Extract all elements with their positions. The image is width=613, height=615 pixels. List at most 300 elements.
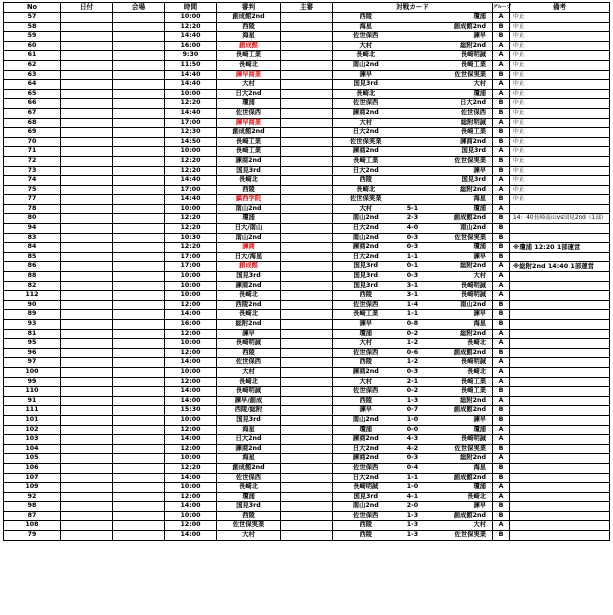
group-cell: B [493, 511, 510, 521]
venue-cell [113, 511, 165, 521]
referee-cell: 海星 [217, 425, 281, 435]
host-cell [281, 531, 333, 541]
match-number: 57 [4, 13, 61, 23]
team-b-cell: 大村 [427, 521, 493, 531]
score-cell: 0-2 [399, 387, 427, 397]
team-b-cell: 瓊浦 [427, 13, 493, 23]
date-cell [61, 425, 113, 435]
date-cell [61, 435, 113, 445]
host-cell [281, 521, 333, 531]
note-cell: 中止 [510, 51, 610, 61]
team-b-cell: 長崎明誠 [427, 51, 493, 61]
team-a-cell: 日大2nd [333, 444, 399, 454]
note-cell: 中止 [510, 41, 610, 51]
table-row [4, 348, 610, 358]
table-row [4, 243, 610, 253]
host-cell [281, 252, 333, 262]
score-cell: 0-7 [399, 406, 427, 416]
team-b-cell: 諫商2nd [427, 137, 493, 147]
date-cell [61, 176, 113, 186]
referee-cell: 日大2nd [217, 435, 281, 445]
time-cell: 12:20 [165, 156, 217, 166]
referee-cell: 大村 [217, 80, 281, 90]
team-b-cell: 創成館2nd [427, 348, 493, 358]
date-cell [61, 320, 113, 330]
date-cell [61, 185, 113, 195]
host-cell [281, 60, 333, 70]
time-cell: 14:40 [165, 108, 217, 118]
match-number: 61 [4, 51, 61, 61]
group-cell: A [493, 60, 510, 70]
venue-cell [113, 156, 165, 166]
venue-cell [113, 214, 165, 224]
team-b-cell: 総附2nd [427, 329, 493, 339]
date-cell [61, 99, 113, 109]
note-cell: 中止 [510, 128, 610, 138]
date-cell [61, 348, 113, 358]
note-cell [510, 492, 610, 502]
host-cell [281, 156, 333, 166]
group-cell: B [493, 406, 510, 416]
referee-cell: 海星 [217, 32, 281, 42]
group-cell: B [493, 243, 510, 253]
time-cell: 12:00 [165, 377, 217, 387]
team-a-cell: 諫商2nd [333, 367, 399, 377]
match-number: 59 [4, 32, 61, 42]
note-cell: 中止 [510, 60, 610, 70]
match-number: 111 [4, 406, 61, 416]
host-cell [281, 147, 333, 157]
date-cell [61, 70, 113, 80]
group-cell: A [493, 454, 510, 464]
group-cell: B [493, 531, 510, 541]
table-row [4, 521, 610, 531]
time-cell: 9:30 [165, 51, 217, 61]
note-cell [510, 367, 610, 377]
referee-cell: 長崎工業 [217, 137, 281, 147]
team-b-cell: 瓊浦 [427, 425, 493, 435]
time-cell: 12:00 [165, 425, 217, 435]
score-cell [399, 41, 427, 51]
referee-cell: 諫早商業 [217, 70, 281, 80]
group-cell: A [493, 204, 510, 214]
note-cell [510, 521, 610, 531]
host-cell [281, 300, 333, 310]
date-cell [61, 367, 113, 377]
venue-cell [113, 387, 165, 397]
referee-cell: 佐世保西 [217, 358, 281, 368]
score-cell: 1-2 [399, 339, 427, 349]
date-cell [61, 233, 113, 243]
note-cell [510, 339, 610, 349]
referee-cell: 海星 [217, 454, 281, 464]
venue-cell [113, 483, 165, 493]
team-b-cell: 大村 [427, 80, 493, 90]
score-cell: 2-1 [399, 377, 427, 387]
match-number: 68 [4, 118, 61, 128]
table-row [4, 13, 610, 23]
match-number: 103 [4, 435, 61, 445]
time-cell: 14:00 [165, 435, 217, 445]
date-cell [61, 531, 113, 541]
referee-cell: 日大2nd [217, 89, 281, 99]
host-cell [281, 415, 333, 425]
score-cell [399, 137, 427, 147]
group-cell: A [493, 435, 510, 445]
referee-cell: 西陵 [217, 511, 281, 521]
time-cell: 12:30 [165, 128, 217, 138]
team-a-cell: 南山2nd [333, 502, 399, 512]
time-cell: 14:40 [165, 70, 217, 80]
note-cell: 中止 [510, 176, 610, 186]
note-cell: 中止 [510, 32, 610, 42]
score-cell [399, 156, 427, 166]
venue-cell [113, 377, 165, 387]
match-number: 95 [4, 339, 61, 349]
group-cell: A [493, 425, 510, 435]
team-a-cell: 長崎北 [333, 89, 399, 99]
team-b-cell: 長崎明誠 [427, 358, 493, 368]
group-cell: A [493, 339, 510, 349]
team-a-cell: 南山2nd [333, 415, 399, 425]
time-cell: 10:00 [165, 147, 217, 157]
time-cell: 14:00 [165, 396, 217, 406]
table-row [4, 22, 610, 32]
referee-cell: 佐世保実業 [217, 521, 281, 531]
note-cell [510, 377, 610, 387]
match-number: 91 [4, 396, 61, 406]
venue-cell [113, 454, 165, 464]
team-a-cell: 佐世保西 [333, 463, 399, 473]
venue-cell [113, 406, 165, 416]
host-cell [281, 118, 333, 128]
score-cell: 1-1 [399, 252, 427, 262]
time-cell: 17:00 [165, 252, 217, 262]
group-cell: B [493, 300, 510, 310]
referee-cell: 諫早商業 [217, 118, 281, 128]
team-a-cell: 大村 [333, 41, 399, 51]
time-cell: 14:00 [165, 358, 217, 368]
host-cell [281, 511, 333, 521]
referee-cell: 大村 [217, 531, 281, 541]
team-b-cell: 総附2nd [427, 262, 493, 272]
team-b-cell: 南山2nd [427, 224, 493, 234]
referee-cell: 長崎明誠 [217, 339, 281, 349]
match-number: 104 [4, 444, 61, 454]
referee-cell: 長崎北 [217, 483, 281, 493]
date-cell [61, 291, 113, 301]
time-cell: 14:40 [165, 32, 217, 42]
date-cell [61, 521, 113, 531]
time-cell: 12:00 [165, 444, 217, 454]
date-cell [61, 454, 113, 464]
venue-cell [113, 128, 165, 138]
referee-cell: 長崎工業 [217, 51, 281, 61]
table-row [4, 60, 610, 70]
team-b-cell: 総附明誠 [427, 118, 493, 128]
match-number: 64 [4, 80, 61, 90]
group-cell: A [493, 13, 510, 23]
match-number: 99 [4, 377, 61, 387]
venue-cell [113, 531, 165, 541]
table-row [4, 320, 610, 330]
date-cell [61, 473, 113, 483]
referee-cell: 国見3rd [217, 502, 281, 512]
score-cell [399, 176, 427, 186]
venue-cell [113, 89, 165, 99]
time-cell: 14:40 [165, 80, 217, 90]
score-cell: 0-6 [399, 348, 427, 358]
team-a-cell: 佐世保実業 [333, 195, 399, 205]
date-cell [61, 32, 113, 42]
table-row [4, 281, 610, 291]
venue-cell [113, 367, 165, 377]
date-cell [61, 358, 113, 368]
referee-cell: 総附2nd [217, 320, 281, 330]
match-number: 110 [4, 387, 61, 397]
date-cell [61, 463, 113, 473]
host-cell [281, 214, 333, 224]
time-cell: 12:20 [165, 243, 217, 253]
score-cell [399, 22, 427, 32]
team-a-cell: 海星 [333, 22, 399, 32]
match-number: 82 [4, 281, 61, 291]
referee-cell: 大村 [217, 367, 281, 377]
table-row [4, 425, 610, 435]
referee-cell: 南山2nd [217, 233, 281, 243]
note-cell [510, 272, 610, 282]
date-cell [61, 281, 113, 291]
date-cell [61, 310, 113, 320]
score-cell: 1-3 [399, 531, 427, 541]
venue-cell [113, 281, 165, 291]
team-a-cell: 諫早 [333, 406, 399, 416]
score-cell [399, 185, 427, 195]
referee-cell: 創成館 [217, 262, 281, 272]
group-cell: A [493, 41, 510, 51]
score-cell [399, 99, 427, 109]
time-cell: 10:00 [165, 272, 217, 282]
score-cell: 0-3 [399, 367, 427, 377]
table-row [4, 89, 610, 99]
group-cell: A [493, 396, 510, 406]
table-row [4, 329, 610, 339]
team-b-cell: 佐世保実業 [427, 531, 493, 541]
group-cell: B [493, 252, 510, 262]
venue-cell [113, 252, 165, 262]
table-row [4, 300, 610, 310]
team-b-cell: 瓊浦 [427, 89, 493, 99]
time-cell: 17:00 [165, 262, 217, 272]
note-cell: 中止 [510, 22, 610, 32]
team-a-cell: 長崎北 [333, 51, 399, 61]
team-b-cell: 諫早 [427, 32, 493, 42]
score-cell: 4-2 [399, 444, 427, 454]
note-cell [510, 358, 610, 368]
team-b-cell: 佐世保実業 [427, 156, 493, 166]
score-cell: 1-0 [399, 415, 427, 425]
host-cell [281, 387, 333, 397]
note-cell: 中止 [510, 147, 610, 157]
venue-cell [113, 166, 165, 176]
host-cell [281, 329, 333, 339]
venue-cell [113, 204, 165, 214]
header-referee: 審判 [217, 3, 281, 13]
note-cell [510, 444, 610, 454]
time-cell: 14:00 [165, 310, 217, 320]
host-cell [281, 89, 333, 99]
team-a-cell: 諫早 [333, 70, 399, 80]
host-cell [281, 233, 333, 243]
team-a-cell: 佐世保西 [333, 99, 399, 109]
table-row [4, 502, 610, 512]
host-cell [281, 166, 333, 176]
match-number: 65 [4, 89, 61, 99]
team-b-cell: 長崎北 [427, 339, 493, 349]
referee-cell: 西陵/総附 [217, 406, 281, 416]
host-cell [281, 128, 333, 138]
time-cell: 15:30 [165, 406, 217, 416]
host-cell [281, 291, 333, 301]
date-cell [61, 214, 113, 224]
host-cell [281, 463, 333, 473]
match-number: 109 [4, 483, 61, 493]
venue-cell [113, 320, 165, 330]
match-number: 96 [4, 348, 61, 358]
venue-cell [113, 147, 165, 157]
group-cell: A [493, 272, 510, 282]
referee-cell: 鎮西学院 [217, 195, 281, 205]
table-row [4, 137, 610, 147]
host-cell [281, 195, 333, 205]
venue-cell [113, 339, 165, 349]
date-cell [61, 204, 113, 214]
time-cell: 12:20 [165, 22, 217, 32]
team-b-cell: 長崎明誠 [427, 281, 493, 291]
match-number: 90 [4, 300, 61, 310]
host-cell [281, 262, 333, 272]
team-a-cell: 諫商2nd [333, 147, 399, 157]
referee-cell: 国見3rd [217, 272, 281, 282]
match-number: 71 [4, 147, 61, 157]
note-cell [510, 233, 610, 243]
team-b-cell: 瓊浦 [427, 483, 493, 493]
table-row [4, 147, 610, 157]
referee-cell: 創成館2nd [217, 128, 281, 138]
note-cell [510, 425, 610, 435]
team-a-cell: 西陵 [333, 521, 399, 531]
group-cell: B [493, 99, 510, 109]
time-cell: 12:20 [165, 99, 217, 109]
header-notes: 備考 [510, 3, 610, 13]
venue-cell [113, 492, 165, 502]
team-b-cell: 創成館2nd [427, 511, 493, 521]
time-cell: 10:00 [165, 89, 217, 99]
time-cell: 11:50 [165, 60, 217, 70]
note-cell [510, 252, 610, 262]
team-b-cell: 総附2nd [427, 454, 493, 464]
group-cell: A [493, 51, 510, 61]
venue-cell [113, 22, 165, 32]
match-number: 78 [4, 204, 61, 214]
team-a-cell: 瓊浦 [333, 425, 399, 435]
table-row [4, 41, 610, 51]
venue-cell [113, 224, 165, 234]
time-cell: 12:00 [165, 492, 217, 502]
table-row [4, 511, 610, 521]
time-cell: 17:00 [165, 185, 217, 195]
score-cell [399, 60, 427, 70]
date-cell [61, 483, 113, 493]
referee-cell: 西陵2nd [217, 300, 281, 310]
match-number: 112 [4, 291, 61, 301]
host-cell [281, 204, 333, 214]
schedule-table [3, 2, 610, 541]
group-cell: B [493, 156, 510, 166]
referee-cell: 日大/海星 [217, 252, 281, 262]
table-row [4, 483, 610, 493]
team-b-cell: 長崎明誠 [427, 291, 493, 301]
group-cell: A [493, 281, 510, 291]
match-number: 83 [4, 233, 61, 243]
match-number: 93 [4, 320, 61, 330]
venue-cell [113, 425, 165, 435]
referee-cell: 諫商2nd [217, 156, 281, 166]
note-cell [510, 454, 610, 464]
team-b-cell: 海星 [427, 320, 493, 330]
host-cell [281, 377, 333, 387]
group-cell: B [493, 166, 510, 176]
team-b-cell: 大村 [427, 272, 493, 282]
time-cell: 10:30 [165, 233, 217, 243]
group-cell: B [493, 502, 510, 512]
match-number: 87 [4, 511, 61, 521]
team-a-cell: 長崎工業 [333, 310, 399, 320]
group-cell: A [493, 367, 510, 377]
note-cell: 中止 [510, 108, 610, 118]
date-cell [61, 262, 113, 272]
time-cell: 12:00 [165, 300, 217, 310]
table-row [4, 492, 610, 502]
time-cell: 10:00 [165, 415, 217, 425]
referee-cell: 長崎明誠 [217, 387, 281, 397]
host-cell [281, 32, 333, 42]
referee-cell: 西陵 [217, 22, 281, 32]
table-row [4, 473, 610, 483]
team-b-cell: 佐世保実業 [427, 444, 493, 454]
time-cell: 10:00 [165, 367, 217, 377]
venue-cell [113, 262, 165, 272]
referee-cell: 南山2nd [217, 204, 281, 214]
note-cell: 中止 [510, 70, 610, 80]
team-b-cell: 佐世保実業 [427, 70, 493, 80]
match-number: 94 [4, 224, 61, 234]
team-a-cell: 佐世保西 [333, 348, 399, 358]
referee-cell: 日大/南山 [217, 224, 281, 234]
note-cell [510, 348, 610, 358]
group-cell: B [493, 214, 510, 224]
venue-cell [113, 118, 165, 128]
team-a-cell: 諫商2nd [333, 435, 399, 445]
date-cell [61, 339, 113, 349]
date-cell [61, 13, 113, 23]
referee-cell: 国見3rd [217, 415, 281, 425]
team-a-cell: 大村 [333, 377, 399, 387]
team-a-cell: 西陵 [333, 531, 399, 541]
match-number: 88 [4, 272, 61, 282]
team-b-cell: 総附2nd [427, 41, 493, 51]
header-row [4, 3, 610, 13]
